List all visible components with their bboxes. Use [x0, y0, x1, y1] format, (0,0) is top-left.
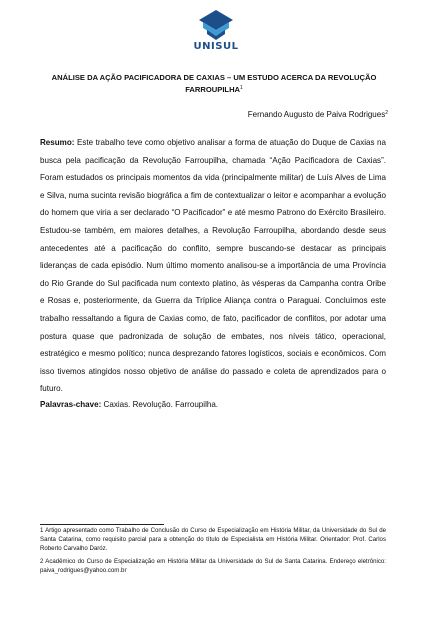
logo-text: UNISUL: [193, 41, 239, 52]
footnote-divider: [40, 524, 164, 525]
footnotes: [40, 527, 386, 581]
keywords-text: Caxias. Revolução. Farroupilha.: [103, 400, 219, 409]
author-name: Fernando Augusto de Paiva Rodrigues: [247, 110, 386, 119]
keywords-label: Palavras-chave:: [40, 400, 102, 409]
author-line: [248, 110, 388, 119]
abstract-label: Resumo:: [40, 138, 75, 147]
title-text: ANÁLISE DA AÇÃO PACIFICADORA DE CAXIAS – UM ESTUDO ACERCA DA REVOLUÇÃO FARROUPILHA: [51, 73, 377, 94]
unisul-logo-icon: [199, 10, 233, 40]
author-footnote-mark: 2: [385, 110, 388, 116]
footnote-1: 1 Artigo apresentado como Trabalho de Conclusão do Curso de Especialização em História Militar, da Universidade do Sul de Santa Catarina, como requisito parcial para a obtenção do título de Especialista em História Militar. Orientador: Prof. Carlos Roberto Carvalho Daróz.: [40, 527, 386, 552]
title-footnote-mark: 1: [240, 85, 243, 91]
paper-title: [40, 72, 388, 95]
footnote-2: 2 Acadêmico do Curso de Especialização em História Militar da Universidade do Sul de Santa Catarina. Endereço eletrônico: paiva_rodrigues@yahoo.com.br: [40, 558, 386, 575]
institution-logo: [192, 10, 240, 52]
abstract-paragraph: [40, 134, 386, 398]
keywords-line: [40, 400, 218, 409]
abstract-text: Este trabalho teve como objetivo analisar a forma de atuação do Duque de Caxias na busca pela pacificação da Revolução Farroupilha, chamada “Ação Pacificadora de Caxias”. Foram estudados os principais momentos da vida (principalmente militar) de Luís Alves de Lima e Silva, numa sucinta revisão biográfica a fim de contextualizar o leitor e acompanhar a evolução do homem que viria a ser declarado “O Pacificador” e até mesmo Patrono do Exército Brasileiro. Estudou-se também, em maiores detalhes, a Revolução Farroupilha, abordando desde seus antecedentes até a pacificação do conflito, sempre buscando-se destacar as principais lideranças de cada episódio. Num último momento analisou-se a importância de uma Província do Rio Grande do Sul pacificada num contexto platino, às vésperas da Campanha contra Oribe e Rosas e, posteriormente, da Guerra da Tríplice Aliança contra o Paraguai. Concluímos este trabalho ressaltando a figura de Caxias como, de fato, pacificador de conflitos, por adotar uma postura quase que padronizada de solução de embates, nos níveis tático, operacional, estratégico e mesmo político; nunca desprezando fatores logísticos, sociais e econômicos. Com isso tivemos atingidos nosso objetivo de análise do passado e coleta de aprendizados para o futuro.: [40, 138, 386, 394]
